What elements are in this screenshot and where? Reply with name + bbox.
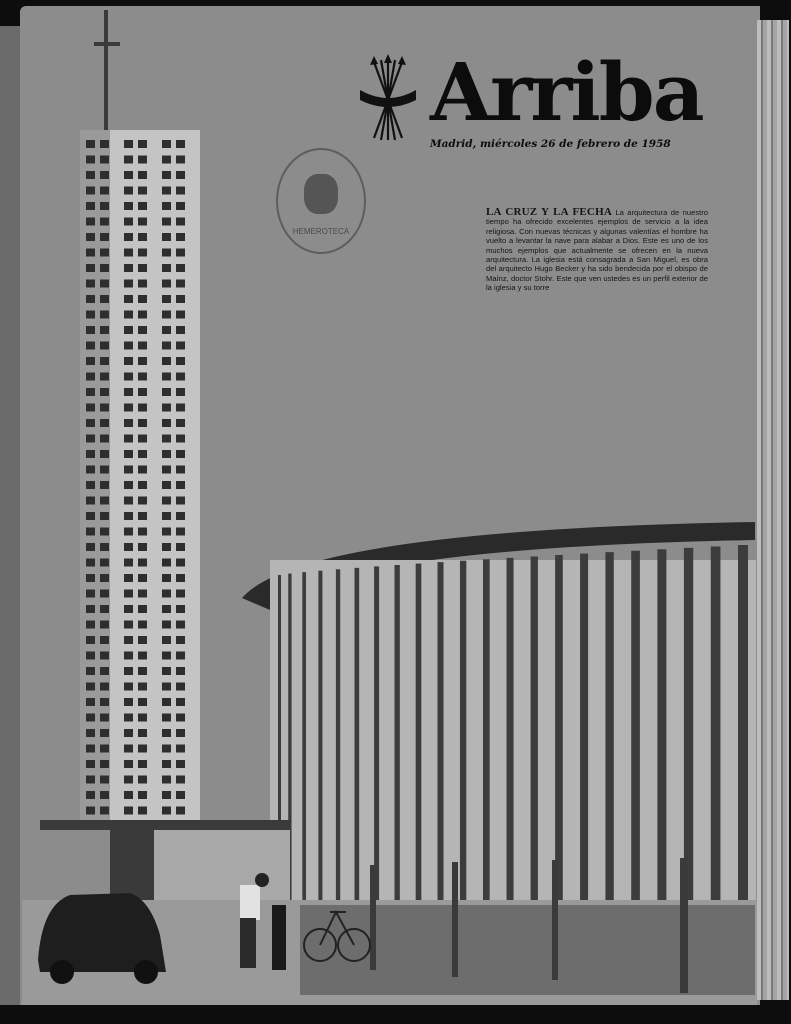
- tower-opening: [176, 450, 185, 458]
- tower-opening: [138, 621, 147, 629]
- tower-opening: [86, 373, 95, 381]
- tower-opening: [86, 466, 95, 474]
- tower-opening: [124, 450, 133, 458]
- tower-opening: [100, 760, 109, 768]
- tower-opening: [176, 652, 185, 660]
- tower-opening: [138, 404, 147, 412]
- tower-opening: [100, 466, 109, 474]
- tower-opening: [138, 574, 147, 582]
- tower-opening: [176, 760, 185, 768]
- tower-opening: [86, 295, 95, 303]
- tower-opening: [124, 776, 133, 784]
- church-rib: [460, 561, 466, 910]
- tower-opening: [162, 373, 171, 381]
- church-rib: [374, 566, 379, 910]
- tower-opening: [86, 140, 95, 148]
- tower-opening: [86, 729, 95, 737]
- tower-opening: [100, 698, 109, 706]
- tower-opening: [86, 652, 95, 660]
- tower-opening: [100, 357, 109, 365]
- tower-opening: [138, 481, 147, 489]
- tower-opening: [176, 373, 185, 381]
- tower-opening: [138, 233, 147, 241]
- tower-opening: [100, 714, 109, 722]
- tower-opening: [162, 760, 171, 768]
- tower-opening: [124, 528, 133, 536]
- tower-opening: [162, 404, 171, 412]
- tower-opening: [176, 481, 185, 489]
- tower-opening: [124, 605, 133, 613]
- tower-opening: [162, 559, 171, 567]
- tower-opening: [100, 745, 109, 753]
- tower-opening: [86, 326, 95, 334]
- tower-opening: [138, 760, 147, 768]
- tower-opening: [86, 187, 95, 195]
- tower-opening: [176, 326, 185, 334]
- caption-body: La arquitectura de nuestro tiempo ha ofrecido excelentes ejemplos de servicio a la idea religiosa. Con nuevas técnicas y algunas valentías el hombre ha vuelto a levantar la nave para alabar a Dios. Este es uno de los muchos ejemplos que actualmente se ofrecen en la nueva arquitectura. La iglesia está consagrada a San Miguel, es obra del arquitecto Hugo Becker y ha sido bendecida por el obispo de Maínz, doctor Stohr. Este que ven ustedes es un perfil exterior de la iglesia y su torre: [486, 208, 708, 293]
- tower-opening: [176, 435, 185, 443]
- tower-opening: [100, 171, 109, 179]
- tower-opening: [176, 202, 185, 210]
- tower-opening: [86, 714, 95, 722]
- tower-opening: [138, 388, 147, 396]
- tower-opening: [138, 512, 147, 520]
- round-church: [242, 522, 756, 910]
- tower-opening: [124, 621, 133, 629]
- tower-opening: [100, 559, 109, 567]
- tower-opening: [124, 218, 133, 226]
- tower-opening: [138, 636, 147, 644]
- tower-opening: [138, 791, 147, 799]
- tower-opening: [100, 249, 109, 257]
- tower-opening: [124, 497, 133, 505]
- church-rib: [336, 569, 340, 910]
- tower-opening: [162, 450, 171, 458]
- tower-opening: [176, 512, 185, 520]
- tower-opening: [100, 729, 109, 737]
- tower-opening: [124, 512, 133, 520]
- tower-opening: [86, 419, 95, 427]
- tower-opening: [162, 605, 171, 613]
- tower-opening: [86, 807, 95, 815]
- tower-opening: [176, 171, 185, 179]
- tower-opening: [100, 218, 109, 226]
- tower-opening: [124, 590, 133, 598]
- tower-opening: [124, 481, 133, 489]
- tower-opening: [124, 698, 133, 706]
- tower-opening: [138, 745, 147, 753]
- tower-opening: [124, 807, 133, 815]
- tower-opening: [124, 342, 133, 350]
- tower-opening: [138, 698, 147, 706]
- church-rib: [684, 548, 693, 910]
- tower-opening: [162, 171, 171, 179]
- tower-opening: [86, 574, 95, 582]
- tower-opening: [138, 590, 147, 598]
- tower-opening: [176, 187, 185, 195]
- tower-opening: [138, 202, 147, 210]
- tower-opening: [100, 311, 109, 319]
- tower-opening: [86, 497, 95, 505]
- tower-opening: [124, 652, 133, 660]
- tower-opening: [124, 311, 133, 319]
- tower-opening: [176, 156, 185, 164]
- tower-opening: [124, 543, 133, 551]
- tower-opening: [124, 249, 133, 257]
- tower-opening: [176, 233, 185, 241]
- tower-opening: [100, 652, 109, 660]
- tower-opening: [100, 202, 109, 210]
- tower-opening: [86, 667, 95, 675]
- tower-opening: [162, 435, 171, 443]
- tower-opening: [176, 698, 185, 706]
- tower-opening: [86, 388, 95, 396]
- tower-opening: [138, 140, 147, 148]
- tower-opening: [86, 698, 95, 706]
- tower-opening: [124, 667, 133, 675]
- coat-of-arms-icon: [304, 174, 338, 214]
- tower-opening: [124, 233, 133, 241]
- tower-opening: [86, 590, 95, 598]
- church-rib: [657, 549, 666, 910]
- tower-opening: [162, 791, 171, 799]
- tower-opening: [176, 636, 185, 644]
- tower-opening: [100, 528, 109, 536]
- tower-opening: [162, 714, 171, 722]
- tower-opening: [124, 171, 133, 179]
- tower-opening: [86, 543, 95, 551]
- tower-opening: [86, 776, 95, 784]
- tower-opening: [138, 218, 147, 226]
- caption-heading: LA CRUZ Y LA FECHA: [486, 206, 612, 218]
- tower-opening: [100, 233, 109, 241]
- tower-opening: [100, 807, 109, 815]
- tower-opening: [162, 249, 171, 257]
- tower-opening: [86, 683, 95, 691]
- church-rib: [738, 545, 748, 910]
- tower-opening: [176, 621, 185, 629]
- tower-opening: [176, 714, 185, 722]
- tower-opening: [100, 295, 109, 303]
- tower-opening: [100, 776, 109, 784]
- tower-opening: [162, 295, 171, 303]
- tower-opening: [86, 357, 95, 365]
- tower-opening: [176, 667, 185, 675]
- tower-opening: [138, 667, 147, 675]
- tower-opening: [86, 559, 95, 567]
- tower-opening: [86, 218, 95, 226]
- tower-opening: [100, 342, 109, 350]
- tower-opening: [138, 435, 147, 443]
- church-rib: [631, 551, 640, 910]
- library-stamp: [276, 148, 366, 254]
- tower-opening: [176, 280, 185, 288]
- tower-opening: [86, 636, 95, 644]
- tower-opening: [176, 249, 185, 257]
- tower-opening: [124, 435, 133, 443]
- tower-opening: [138, 264, 147, 272]
- tower-opening: [138, 187, 147, 195]
- tower-opening: [100, 373, 109, 381]
- tower-opening: [124, 714, 133, 722]
- tower-opening: [100, 543, 109, 551]
- tower-opening: [124, 466, 133, 474]
- tower-opening: [138, 466, 147, 474]
- tower-opening: [124, 729, 133, 737]
- church-rib: [302, 572, 306, 910]
- tower-opening: [162, 590, 171, 598]
- tower-opening: [86, 311, 95, 319]
- tower-opening: [176, 404, 185, 412]
- tower-opening: [162, 543, 171, 551]
- tower-opening: [100, 605, 109, 613]
- tower-opening: [100, 512, 109, 520]
- tower-opening: [176, 342, 185, 350]
- tower-opening: [86, 280, 95, 288]
- tower-opening: [100, 667, 109, 675]
- tower-opening: [162, 621, 171, 629]
- tower-opening: [162, 528, 171, 536]
- tower-opening: [176, 683, 185, 691]
- tower-opening: [162, 280, 171, 288]
- tower-opening: [162, 636, 171, 644]
- tower-opening: [124, 745, 133, 753]
- tower-opening: [162, 218, 171, 226]
- tower-opening: [162, 233, 171, 241]
- tower-opening: [176, 497, 185, 505]
- tower-opening: [138, 419, 147, 427]
- tower-opening: [86, 745, 95, 753]
- church-rib: [483, 559, 490, 910]
- church-rib: [416, 564, 422, 910]
- tower-opening: [100, 140, 109, 148]
- tower-opening: [124, 156, 133, 164]
- tower-opening: [162, 357, 171, 365]
- tower-opening: [124, 357, 133, 365]
- tower-opening: [162, 745, 171, 753]
- tower-opening: [138, 295, 147, 303]
- tower-opening: [124, 404, 133, 412]
- tower-opening: [124, 280, 133, 288]
- tower-opening: [124, 202, 133, 210]
- tower-opening: [86, 791, 95, 799]
- tower-opening: [100, 683, 109, 691]
- tower-opening: [162, 807, 171, 815]
- tower-opening: [124, 574, 133, 582]
- tower-opening: [176, 264, 185, 272]
- tower-opening: [100, 326, 109, 334]
- tower-opening: [100, 435, 109, 443]
- church-rib: [531, 556, 538, 910]
- tower-opening: [86, 528, 95, 536]
- tower-opening: [100, 388, 109, 396]
- tower-opening: [100, 791, 109, 799]
- masthead-title: Arriba: [430, 45, 703, 139]
- tower-opening: [162, 264, 171, 272]
- tower-opening: [162, 419, 171, 427]
- tower-opening: [124, 140, 133, 148]
- tower-opening: [138, 543, 147, 551]
- tower-opening: [124, 636, 133, 644]
- tower-opening: [138, 497, 147, 505]
- tower-opening: [162, 667, 171, 675]
- tower-opening: [162, 326, 171, 334]
- tower-opening: [176, 295, 185, 303]
- tower-opening: [86, 249, 95, 257]
- tower-opening: [176, 140, 185, 148]
- tower-opening: [100, 590, 109, 598]
- tower-opening: [176, 466, 185, 474]
- tower-opening: [124, 373, 133, 381]
- tower-opening: [176, 791, 185, 799]
- tower-opening: [100, 574, 109, 582]
- church-rib: [555, 555, 563, 910]
- tower-opening: [176, 807, 185, 815]
- tower-opening: [176, 357, 185, 365]
- tower-opening: [138, 776, 147, 784]
- church-rib: [605, 552, 613, 910]
- tower-opening: [162, 187, 171, 195]
- tower-opening: [176, 543, 185, 551]
- tower-opening: [138, 311, 147, 319]
- masthead-dateline: Madrid, miércoles 26 de febrero de 1958: [430, 138, 671, 150]
- tower-opening: [176, 729, 185, 737]
- tower-opening: [162, 497, 171, 505]
- tower-opening: [100, 264, 109, 272]
- tower-opening: [124, 760, 133, 768]
- tower-opening: [138, 528, 147, 536]
- tower-opening: [100, 450, 109, 458]
- tower-opening: [86, 621, 95, 629]
- tower-opening: [138, 807, 147, 815]
- tower-opening: [86, 171, 95, 179]
- tower-opening: [124, 683, 133, 691]
- tower-opening: [138, 559, 147, 567]
- tower-opening: [138, 373, 147, 381]
- yoke-and-arrows-logo-icon: [358, 54, 418, 146]
- tower-opening: [124, 264, 133, 272]
- tower-opening: [138, 342, 147, 350]
- tower-opening: [176, 605, 185, 613]
- tower-opening: [162, 481, 171, 489]
- tower-opening: [124, 791, 133, 799]
- tower-opening: [100, 404, 109, 412]
- church-rib: [438, 562, 444, 910]
- tower-opening: [138, 326, 147, 334]
- tower-opening: [86, 450, 95, 458]
- church-rib: [318, 571, 322, 910]
- tower-opening: [138, 280, 147, 288]
- tower-opening: [162, 311, 171, 319]
- church-rib: [711, 546, 721, 910]
- church-rib: [580, 554, 588, 910]
- tower-opening: [100, 280, 109, 288]
- tower-opening: [162, 512, 171, 520]
- tower-opening: [86, 435, 95, 443]
- tower-opening: [86, 404, 95, 412]
- tower-opening: [176, 776, 185, 784]
- tower-opening: [138, 729, 147, 737]
- tower-opening: [162, 729, 171, 737]
- tower-opening: [100, 497, 109, 505]
- tower-opening: [86, 605, 95, 613]
- tower-opening: [86, 760, 95, 768]
- tower-opening: [138, 683, 147, 691]
- tower-opening: [100, 156, 109, 164]
- tower-opening: [100, 187, 109, 195]
- tower-opening: [138, 605, 147, 613]
- tower-opening: [100, 419, 109, 427]
- tower-opening: [162, 466, 171, 474]
- tower-opening: [86, 264, 95, 272]
- tower-opening: [162, 140, 171, 148]
- tower-opening: [100, 636, 109, 644]
- tower-opening: [162, 776, 171, 784]
- tower-opening: [176, 745, 185, 753]
- tower-opening: [138, 714, 147, 722]
- tower-opening: [176, 419, 185, 427]
- tower-opening: [124, 559, 133, 567]
- tower-opening: [162, 683, 171, 691]
- tower-opening: [86, 481, 95, 489]
- tower-opening: [100, 481, 109, 489]
- church-rib: [507, 558, 514, 910]
- tower-opening: [176, 388, 185, 396]
- tower-opening: [138, 652, 147, 660]
- tower-opening: [86, 342, 95, 350]
- tower-opening: [124, 295, 133, 303]
- tower-opening: [138, 249, 147, 257]
- tower-opening: [176, 218, 185, 226]
- car: [38, 893, 166, 984]
- tower-opening: [86, 156, 95, 164]
- tower-opening: [138, 156, 147, 164]
- tower-opening: [176, 528, 185, 536]
- photo-caption: [486, 208, 708, 293]
- tower-opening: [138, 357, 147, 365]
- tower-opening: [138, 171, 147, 179]
- tower-opening: [124, 388, 133, 396]
- tower-opening: [86, 512, 95, 520]
- church-rib: [395, 565, 400, 910]
- tower-opening: [176, 590, 185, 598]
- tower-opening: [162, 652, 171, 660]
- church-rib: [355, 568, 360, 910]
- tower-opening: [176, 559, 185, 567]
- cross-icon: [94, 10, 120, 140]
- tower-opening: [162, 574, 171, 582]
- tower-opening: [86, 233, 95, 241]
- tower-opening: [124, 419, 133, 427]
- tower-opening: [162, 202, 171, 210]
- tower-opening: [124, 187, 133, 195]
- tower-opening: [162, 342, 171, 350]
- tower-opening: [100, 621, 109, 629]
- tower-opening: [162, 698, 171, 706]
- tower-opening: [176, 311, 185, 319]
- tower-opening: [162, 156, 171, 164]
- bell-tower: [80, 130, 200, 830]
- tower-opening: [86, 202, 95, 210]
- stamp-text: HEMEROTECA: [292, 227, 350, 236]
- tower-opening: [138, 450, 147, 458]
- tower-opening: [176, 574, 185, 582]
- tower-opening: [162, 388, 171, 396]
- tower-opening: [124, 326, 133, 334]
